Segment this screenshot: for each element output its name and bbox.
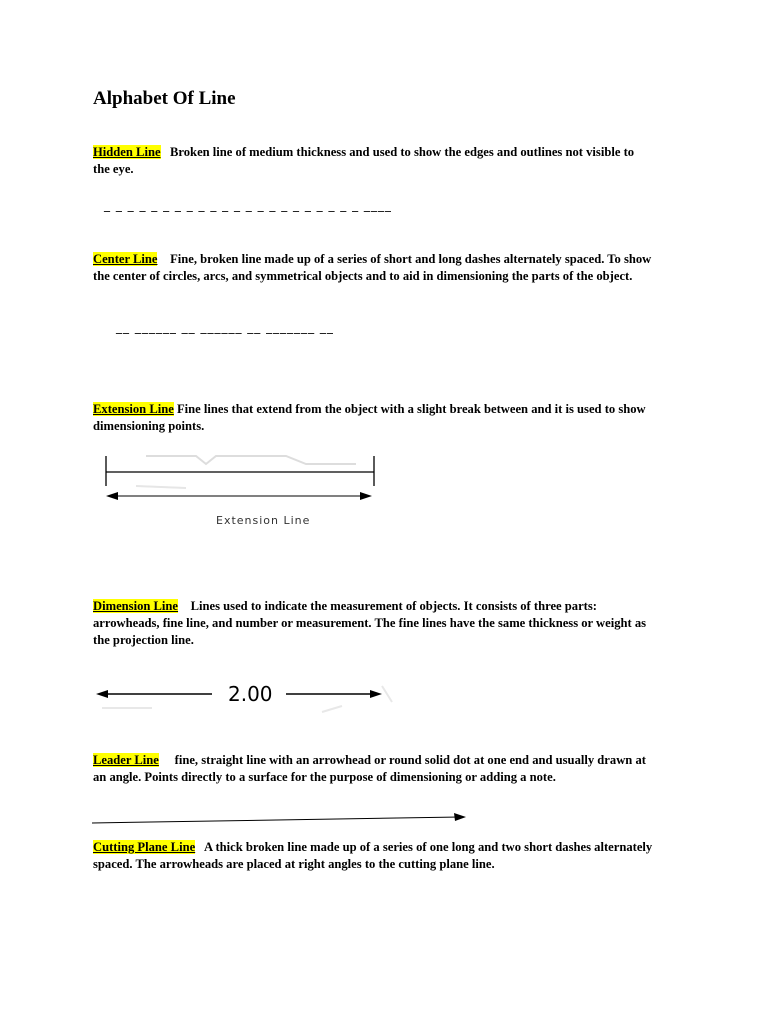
cutting-plane-line-term: Cutting Plane Line	[93, 840, 196, 854]
leader-line-stroke	[92, 817, 460, 823]
center-line-term: Center Line	[93, 252, 158, 266]
arrowhead-right-icon	[454, 813, 466, 821]
extension-figure-label: Extension Line	[216, 514, 311, 527]
center-line-sample: __ ______ __ ______ __ _______ __	[116, 320, 334, 334]
arrowhead-right-icon	[360, 492, 372, 500]
cutting-plane-line-text: A thick broken line made up of a series of one long and two short dashes alternately spaced. The arrowheads are placed at right angles to the cutting plane line.	[93, 840, 653, 871]
cutting-plane-line-paragraph	[93, 839, 653, 873]
extension-line-figure	[96, 448, 396, 532]
leader-line-paragraph	[93, 752, 653, 786]
arrowhead-right-icon	[370, 690, 382, 698]
hidden-line-term: Hidden Line	[93, 145, 161, 159]
faint-object-edge	[136, 486, 186, 488]
arrowhead-left-icon	[96, 690, 108, 698]
dimension-figure-value: 2.00	[228, 682, 273, 706]
hidden-line-text: Broken line of medium thickness and used to show the edges and outlines not visible to the eye.	[93, 145, 635, 176]
extension-line-text: Fine lines that extend from the object with a slight break between and it is used to show dimensioning points.	[93, 402, 646, 433]
center-line-text: Fine, broken line made up of a series of short and long dashes alternately spaced. To show the center of circles, arcs, and symmetrical objects and to aid in dimensioning the parts of the object.	[93, 252, 652, 283]
leader-line-text: fine, straight line with an arrowhead or round solid dot at one end and usually drawn at an angle. Points directly to a surface for the purpose of dimensioning or adding a note.	[93, 753, 646, 784]
page-title: Alphabet Of Line	[93, 88, 236, 109]
arrowhead-left-icon	[106, 492, 118, 500]
hidden-line-sample: _ _ _ _ _ _ _ _ _ _ _ _ _ _ _ _ _ _ _ _ _ _ ____	[104, 198, 392, 212]
hidden-line-paragraph	[93, 144, 653, 178]
dimension-line-term: Dimension Line	[93, 599, 179, 613]
extension-line-term: Extension Line	[93, 402, 174, 416]
dimension-line-paragraph	[93, 598, 653, 649]
faint-object-outline	[146, 456, 356, 464]
center-line-paragraph	[93, 251, 653, 285]
leader-line-term: Leader Line	[93, 753, 159, 767]
extension-line-paragraph	[93, 401, 653, 435]
dimension-line-text: Lines used to indicate the measurement of objects. It consists of three parts: arrowheads, fine line, and number or measurement. The fine lines have the same thickness or weight as the projection line.	[93, 599, 647, 647]
leader-line-figure	[90, 812, 470, 828]
dimension-line-figure	[92, 672, 402, 716]
